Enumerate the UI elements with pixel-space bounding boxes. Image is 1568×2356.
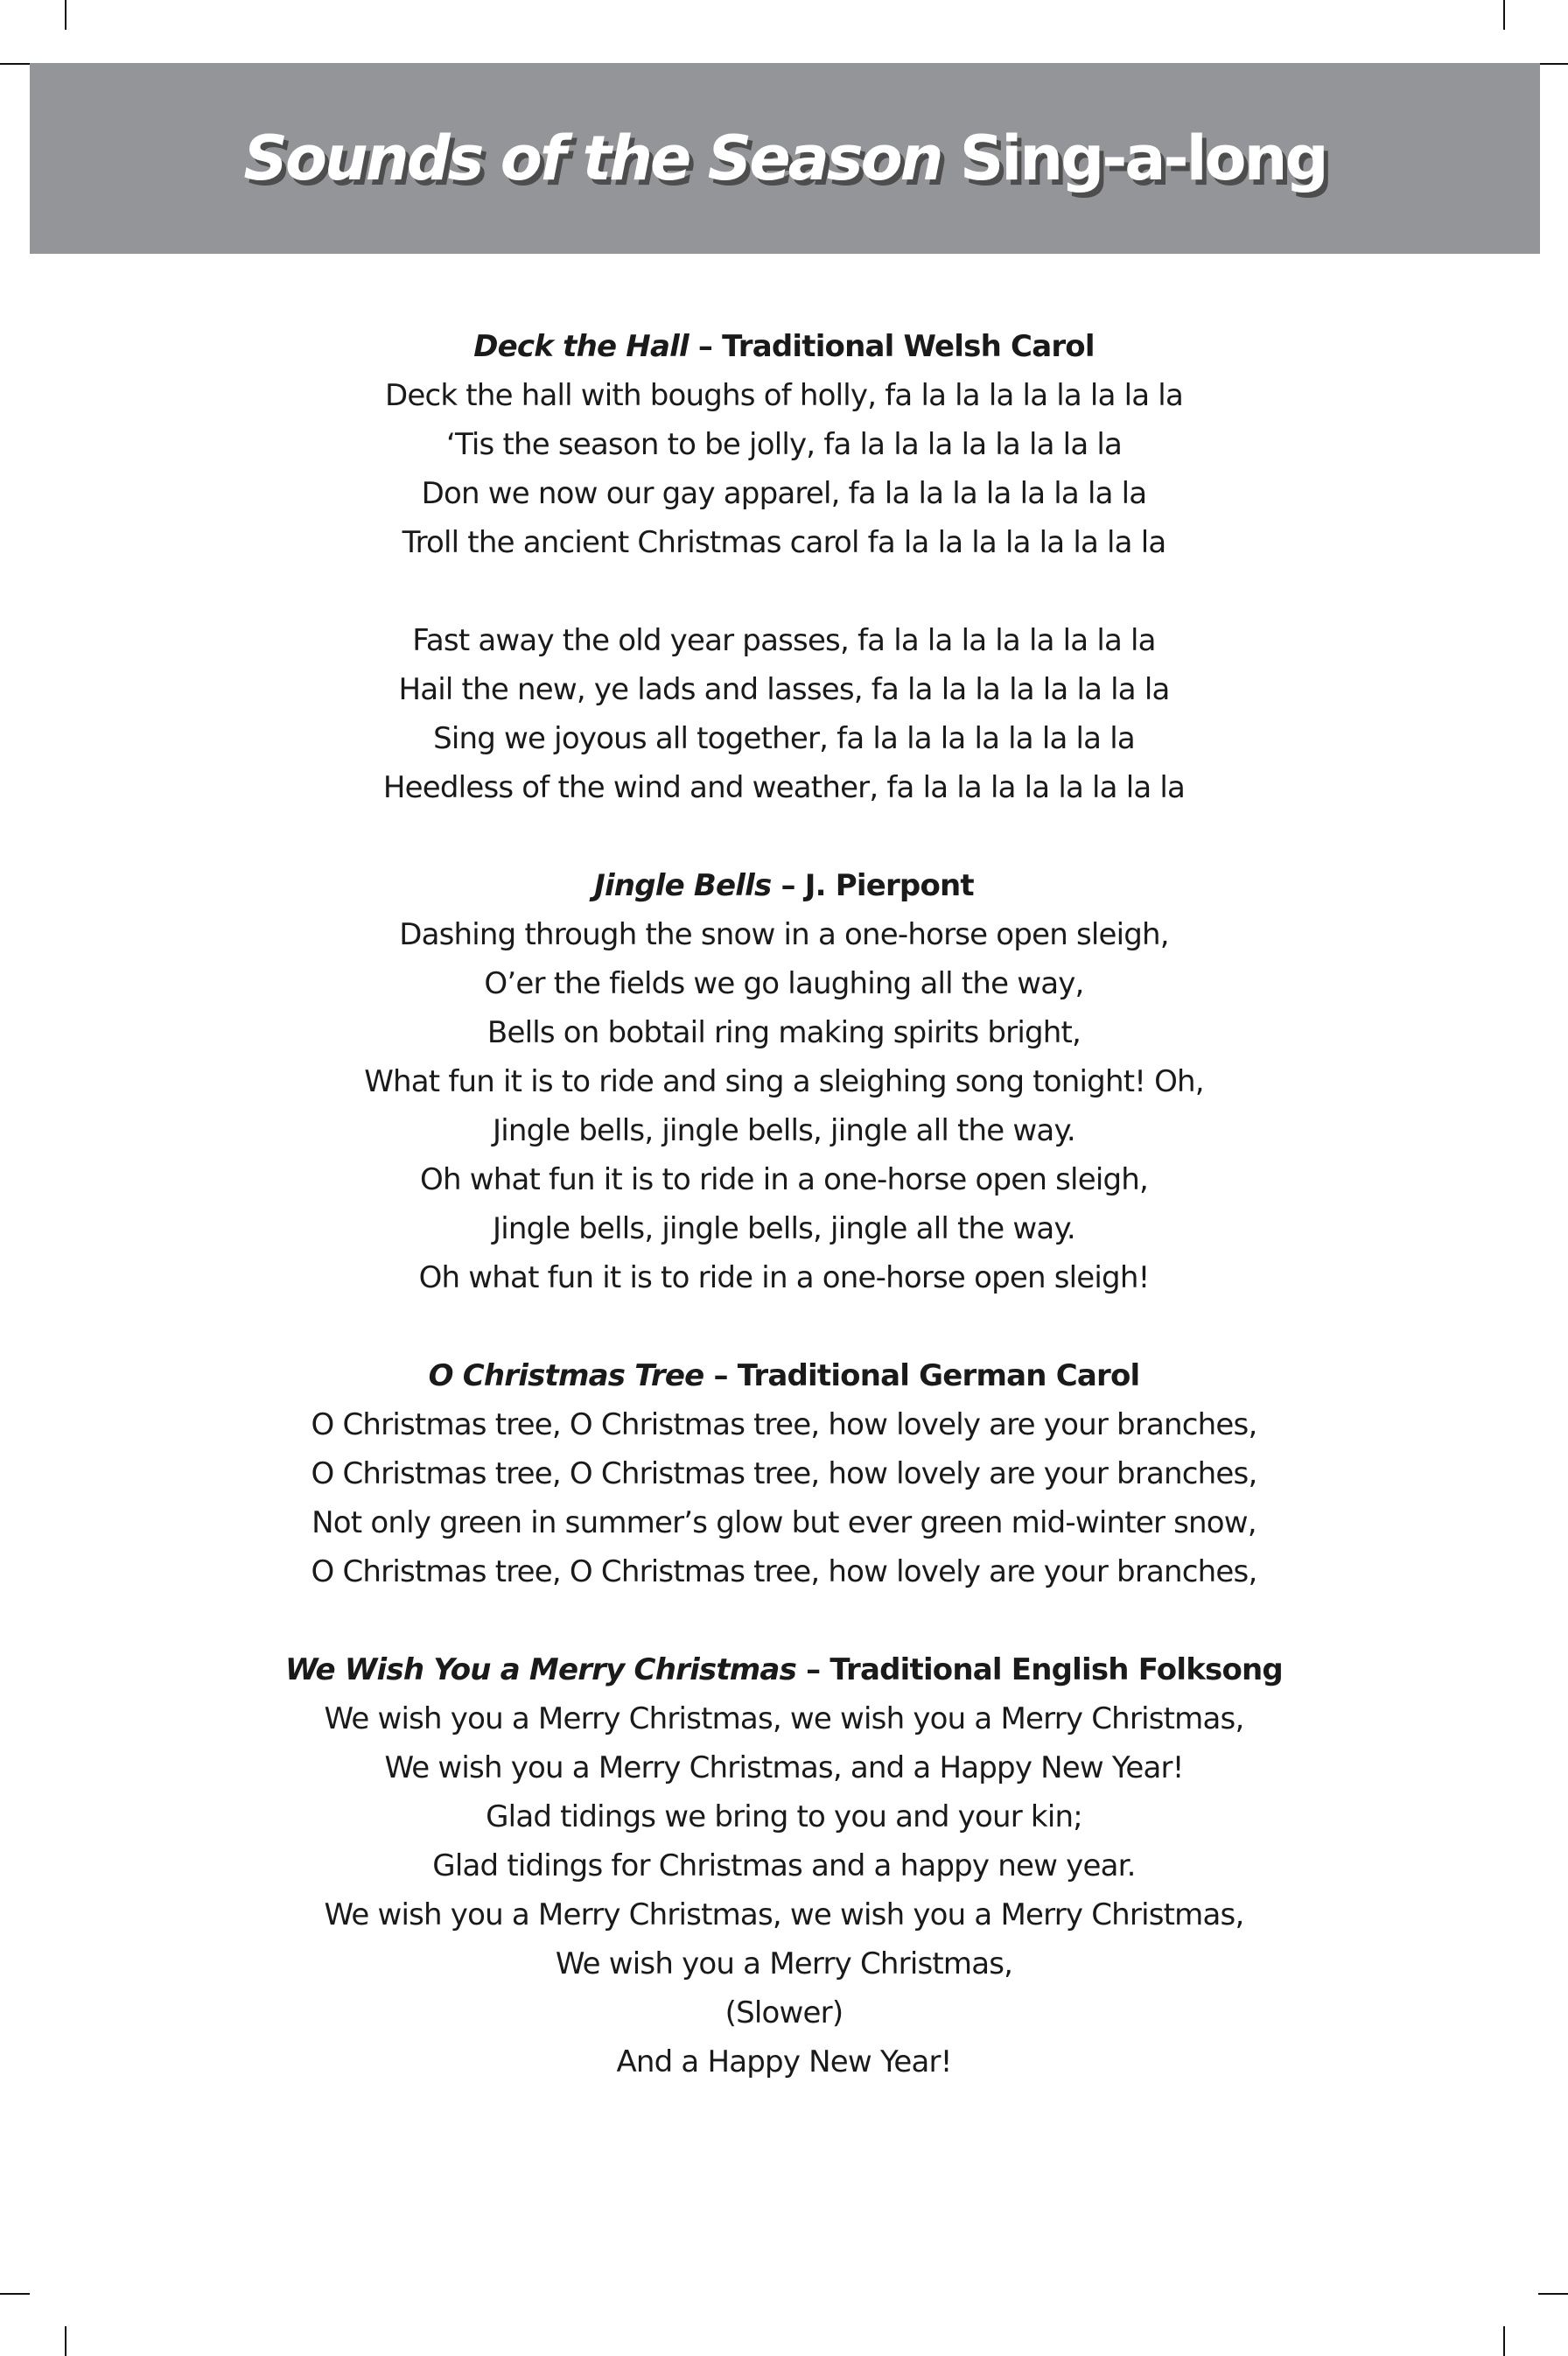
crop-mark-bottom-right	[1503, 2326, 1505, 2356]
lyric-line: Heedless of the wind and weather, fa la la la la la la la la	[382, 770, 1186, 805]
song-separator: –	[806, 1652, 821, 1687]
lyric-line: Jingle bells, jingle bells, jingle all the way.	[493, 1211, 1075, 1246]
title-banner	[30, 63, 1540, 254]
crop-mark-top-left	[65, 0, 66, 30]
song-separator: –	[713, 1358, 728, 1393]
lyric-line: O Christmas tree, O Christmas tree, how lovely are your branches,	[311, 1407, 1257, 1442]
song	[0, 322, 1568, 812]
stanza-gap	[0, 567, 1568, 616]
lyric-line: ‘Tis the season to be jolly, fa la la la la la la la la	[445, 427, 1123, 462]
song-attribution: Traditional German Carol	[737, 1358, 1140, 1393]
crop-mark-right-top	[1538, 63, 1568, 65]
lyric-line: What fun it is to ride and sing a sleighing song tonight! Oh,	[364, 1064, 1204, 1099]
lyric-line: Glad tidings we bring to you and your kin;	[486, 1799, 1082, 1834]
lyric-line: Sing we joyous all together, fa la la la la la la la la	[433, 721, 1135, 756]
song-heading	[0, 322, 1568, 371]
lyric-line: Bells on bobtail ring making spirits bright,	[486, 1015, 1082, 1050]
lyric-line: O Christmas tree, O Christmas tree, how lovely are your branches,	[311, 1456, 1257, 1491]
song-attribution: Traditional Welsh Carol	[722, 329, 1095, 364]
lyric-line: We wish you a Merry Christmas, and a Happy New Year!	[384, 1750, 1184, 1785]
crop-mark-top-right	[1503, 0, 1505, 30]
song-title: Jingle Bells	[594, 868, 772, 903]
song-title: O Christmas Tree	[428, 1358, 704, 1393]
song-gap	[0, 812, 1568, 861]
lyric-line: Jingle bells, jingle bells, jingle all the way.	[493, 1113, 1075, 1148]
song-attribution: Traditional English Folksong	[830, 1652, 1283, 1687]
crop-mark-left-bottom	[0, 2293, 30, 2295]
lyric-line: And a Happy New Year!	[616, 2044, 952, 2079]
lyric-line: Dashing through the snow in a one-horse open sleigh,	[399, 917, 1169, 952]
page-title	[30, 63, 1540, 254]
lyric-line: Glad tidings for Christmas and a happy new year.	[432, 1848, 1136, 1883]
song-gap	[0, 1596, 1568, 1645]
song-gap	[0, 1302, 1568, 1351]
song	[0, 1645, 1568, 2086]
lyric-line: Oh what fun it is to ride in a one-horse open sleigh!	[418, 1260, 1150, 1295]
crop-mark-left-top	[0, 63, 30, 65]
song	[0, 1351, 1568, 1596]
song	[0, 861, 1568, 1302]
crop-mark-bottom-left	[65, 2326, 66, 2356]
song-separator: –	[780, 868, 795, 903]
lyric-line: O’er the fields we go laughing all the way,	[484, 966, 1084, 1001]
lyric-line: O Christmas tree, O Christmas tree, how lovely are your branches,	[311, 1554, 1257, 1589]
page-title-plain: Sing-a-long	[959, 123, 1326, 194]
lyric-line: Hail the new, ye lads and lasses, fa la la la la la la la la	[398, 672, 1170, 707]
song-attribution: J. Pierpont	[804, 868, 974, 903]
lyric-line: Deck the hall with boughs of holly, fa la la la la la la la la	[385, 378, 1183, 413]
lyric-line: Fast away the old year passes, fa la la la la la la la la	[412, 623, 1156, 658]
lyric-line: We wish you a Merry Christmas, we wish you a Merry Christmas,	[324, 1897, 1244, 1932]
song-heading	[0, 861, 1568, 910]
lyric-line: (Slower)	[724, 1995, 844, 2030]
song-list	[0, 322, 1568, 2086]
song-heading	[0, 1645, 1568, 1694]
lyric-line: We wish you a Merry Christmas,	[555, 1946, 1013, 1981]
song-title: We Wish You a Merry Christmas	[285, 1652, 797, 1687]
song-separator: –	[697, 329, 713, 364]
lyric-line: Not only green in summer’s glow but ever green mid-winter snow,	[312, 1505, 1256, 1540]
lyric-line: We wish you a Merry Christmas, we wish you a Merry Christmas,	[324, 1701, 1244, 1736]
lyric-line: Don we now our gay apparel, fa la la la la la la la la	[421, 476, 1147, 511]
page-title-italic: Sounds of the Season	[243, 123, 942, 194]
lyric-line: Troll the ancient Christmas carol fa la la la la la la la la	[402, 525, 1166, 560]
song-title: Deck the Hall	[473, 329, 689, 364]
song-heading	[0, 1351, 1568, 1400]
lyric-line: Oh what fun it is to ride in a one-horse open sleigh,	[419, 1162, 1149, 1197]
crop-mark-right-bottom	[1538, 2293, 1568, 2295]
